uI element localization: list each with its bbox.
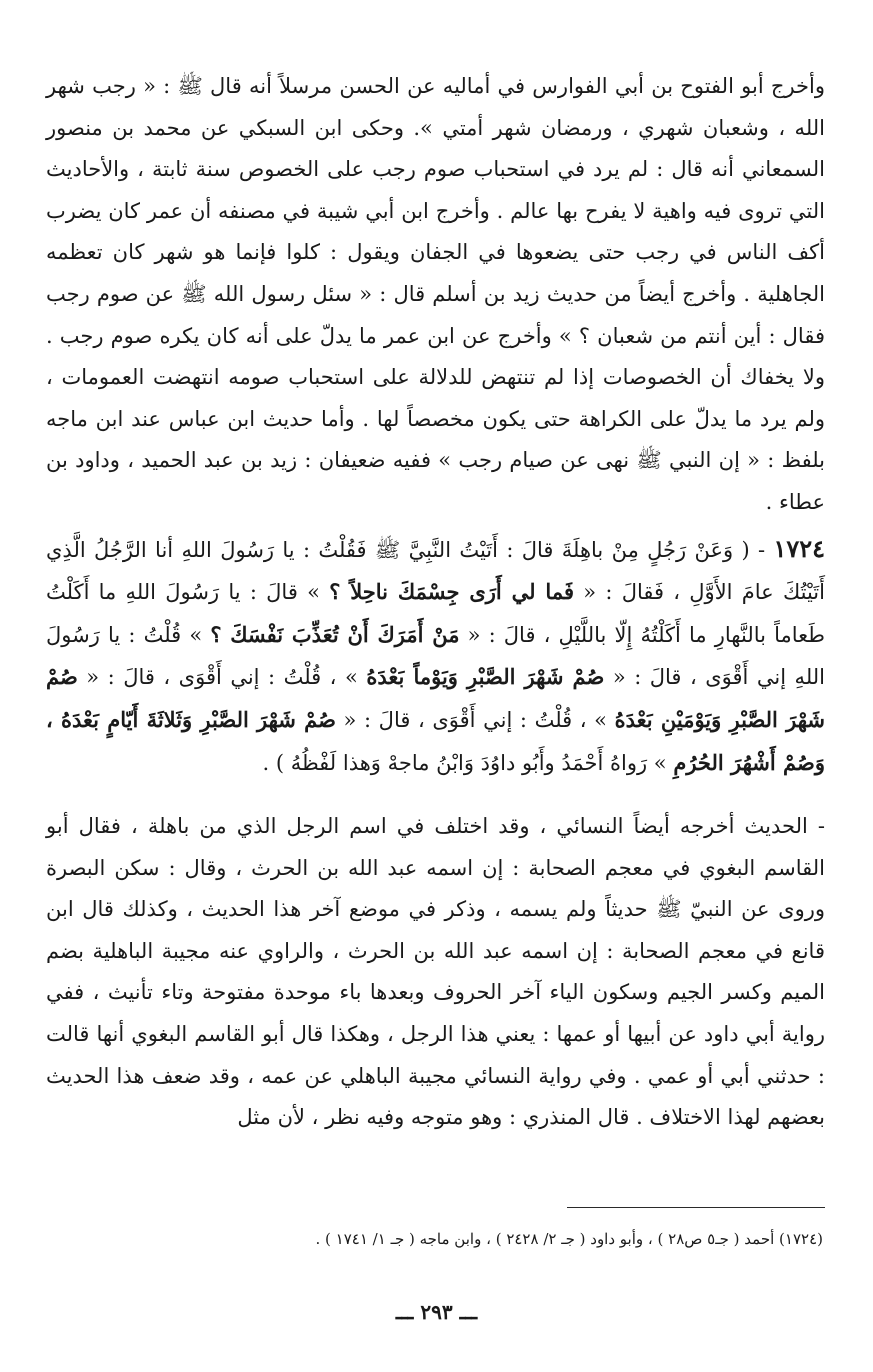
paragraph-commentary-rajab: وأخرج أبو الفتوح بن أبي الفوارس في أماليه عن الحسن مرسلاً أنه قال ﷺ : « رجب شهر الله ، وشعبان شهري ، ورمضان شهر أمتي ». وحكى ابن السبكي عن محمد بن منصور السمعاني أنه قال : لم يرد في استحباب صوم رجب على الخصوص سنة ثابتة ، والأحاديث التي تروى فيه واهية لا يفرح بها عالم . وأخرج ابن أبي شيبة في مصنفه أن عمر كان يضرب أكف الناس في رجب حتى يضعوها في الجفان ويقول : كلوا فإنما هو شهر كان تعظمه الجاهلية . وأخرج أيضاً من حديث زيد بن أسلم قال : « سئل رسول الله ﷺ عن صوم رجب فقال : أين أنتم من شعبان ؟ » وأخرج عن ابن عمر ما يدلّ على أنه كان يكره صوم رجب . ولا يخفاك أن الخصوصات إذا لم تنتهض للدلالة على استحباب صومه انتهضت العمومات ، ولم يرد ما يدلّ على الكراهة حتى يكون مخصصاً لها . وأما حديث ابن عباس عند ابن ماجه بلفظ : « إن النبي ﷺ نهى عن صيام رجب » ففيه ضعيفان : زيد بن عبد الحميد ، وداود بن عطاء . xyxy=(46,74,825,514)
footnote-divider xyxy=(567,1207,825,1208)
hadith-text-segment: » قالَ : يا رَسُولَ اللهِ ما أَكَلْتُ طَعاماً بالنَّهارِ ما أَكَلْتُهُ إِلّا باللَّيْلِ ، قالَ : « xyxy=(46,580,825,647)
hadith-text-segment: » قُلْتُ : يا رَسُولَ اللهِ إني أَقْوَى ، قالَ : « xyxy=(46,622,825,690)
paragraph-hadith-commentary: - الحديث أخرجه أيضاً النسائي ، وقد اختلف في اسم الرجل الذي من باهلة ، فقال أبو القاسم البغوي في معجم الصحابة : إن اسمه عبد الله بن الحرث ، وقال : سكن البصرة وروى عن النبيّ ﷺ حديثاً ولم يسمه ، وذكر في موضع آخر هذا الحديث ، وكذلك قال ابن قانع في معجم الصحابة : إن اسمه عبد الله بن الحرث ، والراوي عنه مجيبة الباهلية بضم الميم وكسر الجيم وسكون الياء آخر الحروف وبعدها باء موحدة مفتوحة وتاء تأنيث ، ففي رواية أبي داود عن أبيها أو عمها : يعني هذا الرجل ، وهكذا قال أبو القاسم البغوي أنها قالت : حدثني أبي أو عمي . وفي رواية النسائي مجيبة الباهلي عن عمه ، وقد ضعف هذا الحديث بعضهم لهذا الاختلاف . قال المنذري : وهو متوجه وفيه نظر ، لأن مثل xyxy=(46,814,825,1130)
hadith-quote-bold: صُمْ شَهْرَ الصَّبْرِ وَثَلاثَةَ أَيّامٍ بَعْدَهُ ، وَصُمْ أَشْهُرَ الحُرُمِ xyxy=(46,706,825,775)
hadith-number: ١٧٢٤ xyxy=(773,533,825,563)
hadith-text-segment: » ، قُلْتُ : إني أَقْوَى ، قالَ : « xyxy=(335,707,615,732)
hadith-quote-bold: صُمْ شَهْرَ الصَّبْرِ وَيَوْمَيْنِ بَعْدَهُ xyxy=(46,664,825,732)
page-number: ـــ ٢٩٣ ـــ xyxy=(395,1300,478,1324)
hadith-1724 xyxy=(46,528,825,785)
hadith-quote-bold: فَما لي أَرَى جِسْمَكَ ناحِلاً ؟ xyxy=(329,579,575,605)
hadith-quote-bold: صُمْ شَهْرَ الصَّبْرِ وَيَوْماً بَعْدَهُ xyxy=(366,664,605,690)
hadith-quote-bold: مَنْ أَمَرَكَ أَنْ تُعَذِّبَ نَفْسَكَ ؟ xyxy=(210,621,460,647)
hadith-text-segment: » ، قُلْتُ : إني أَقْوَى ، قالَ : « xyxy=(77,665,367,690)
hadith-text-segment: - ( وَعَنْ رَجُلٍ مِنْ باهِلَةَ قالَ : أَتَيْتُ النَّبِيَّ ﷺ فَقُلْتُ : يا رَسُولَ اللهِ أنا الرَّجُلُ الَّذِي أَتَيْتُكَ عامَ الأَوَّلِ ، فَقالَ : « xyxy=(46,537,825,605)
hadith-text-segment: » رَواهُ أَحْمَدُ وأَبُو داوُدَ وَابْنُ ماجهْ وَهذا لَفْظُهُ ) . xyxy=(262,750,674,775)
footnote-references: (١٧٢٤) أحمد ( جـ٥ ص٢٨ ) ، وأبو داود ( جـ ٢/ ٢٤٢٨ ) ، وابن ماجه ( جـ ١/ ١٧٤١ ) . xyxy=(315,1230,823,1248)
